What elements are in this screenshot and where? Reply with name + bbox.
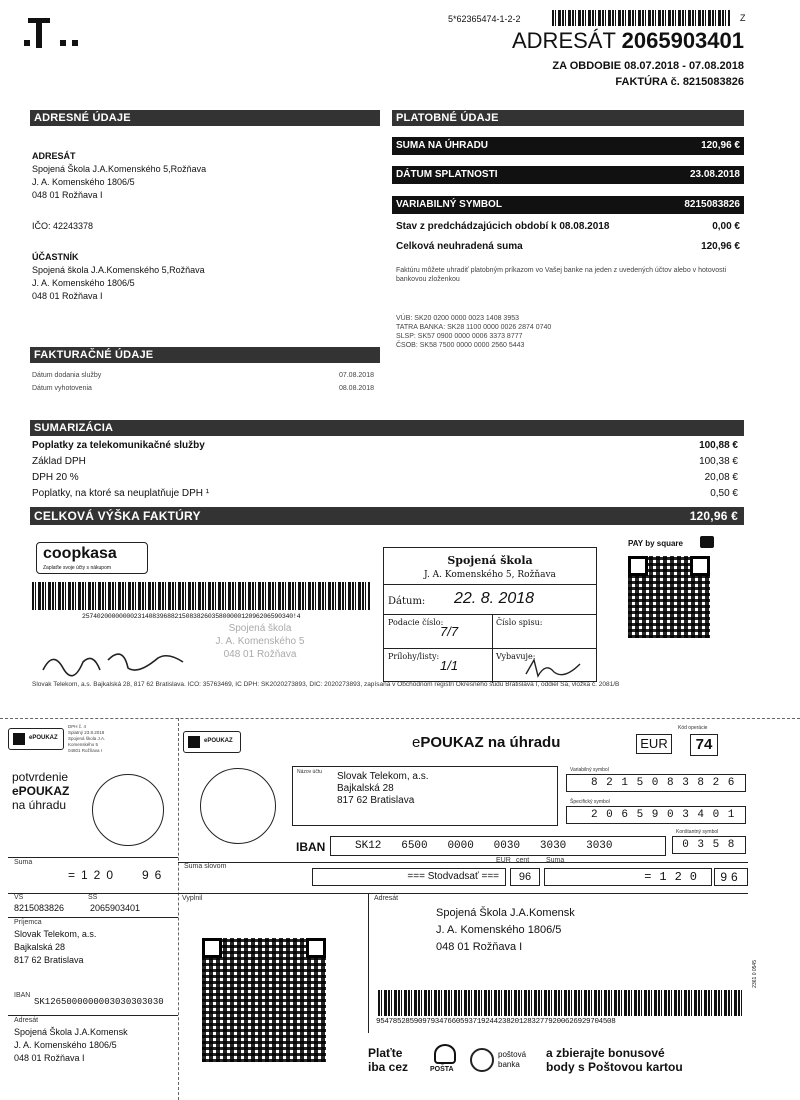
- header-barcode: [552, 10, 730, 26]
- faded-stamp: Spojená škola J. A. Komenského 5 048 01 Rožňava: [215, 623, 305, 660]
- operation-code: 74: [690, 734, 718, 756]
- address-block: ADRESÁT Spojená Škola J.A.Komenského 5,Rožňava J. A. Komenského 1806/5 048 01 Rožňava I IČO: 42243378 ÚČASTNÍK Spojená škola J.A.Komenského 5,Rožňava J. A. Komenského 1806/5 048 01 Rožňava I: [32, 151, 207, 301]
- payment-barcode: [32, 582, 370, 610]
- stub-recipient: Slovak Telekom, a.s. Bajkalská 28 817 62 Bratislava: [14, 929, 97, 965]
- bonus-text: a zbierajte bonusové body s Poštovou kartou: [546, 1046, 683, 1074]
- stub-iban: SK1265000000003030303030: [34, 997, 164, 1007]
- platte-text: Plaťte iba cez: [368, 1046, 409, 1074]
- vs-digits: 8215083826: [566, 774, 746, 792]
- telekom-logo: [28, 18, 100, 50]
- summary-row-vat: DPH 20 % 20,08 €: [32, 472, 738, 483]
- summary-grand-total: CELKOVÁ VÝŠKA FAKTÚRY 120,96 €: [30, 507, 744, 525]
- epoukaz-logo-main: ePOUKAZ: [183, 731, 241, 753]
- registry-stamp: Spojená škola J. A. Komenského 5, Rožňava Dátum: 22. 8. 2018 Podacie číslo: 7/7 Číslo spisu: Prílohy/listy: 1/1 Vybavuje:: [383, 547, 597, 682]
- invoice-number: FAKTÚRA č. 8215083826: [615, 76, 744, 88]
- pay-by-square-qr: [628, 556, 710, 638]
- amount-euro: =120: [544, 868, 712, 886]
- currency-box: EUR: [636, 734, 672, 754]
- amount-cents: 96: [714, 868, 748, 886]
- bank-accounts: VÚB: SK20 0200 0000 0023 1408 3953 TATRA BANKA: SK28 1100 0000 0026 2874 0740 SLSP: SK57 0900 0000 0006 3373 8777 ČSOB: SK58 7500 0000 0000 2560 5443: [396, 315, 552, 349]
- z-mark: Z: [740, 13, 746, 23]
- payment-row-amount: SUMA NA ÚHRADU 120,96 €: [392, 137, 744, 155]
- pay-by-square-label: PAY by square: [628, 539, 683, 548]
- invoice-row-delivery: Dátum dodania služby 07.08.2018: [32, 372, 374, 379]
- iban-field: SK12 6500 0000 0030 3030 3030: [330, 836, 666, 856]
- stub-vs: 8215083826: [14, 903, 65, 913]
- invoice-section-title: FAKTURAČNÉ ÚDAJE: [30, 347, 380, 363]
- posta-logo: POŠTA: [426, 1044, 464, 1078]
- invoice-row-issued: Dátum vyhotovenia 08.08.2018: [32, 385, 374, 392]
- stub-stamp-circle: [92, 774, 164, 846]
- recipient-box: Názov účtu Slovak Telekom, a.s. Bajkalská 28 817 62 Bratislava: [292, 766, 558, 826]
- payment-row-vs: VARIABILNÝ SYMBOL 8215083826: [392, 196, 744, 214]
- ss-digits: 2065903401: [566, 806, 746, 824]
- cut-line: [0, 718, 800, 719]
- period: ZA OBDOBIE 08.07.2018 - 07.08.2018: [552, 60, 744, 72]
- stub-amount: =120 96: [68, 868, 168, 882]
- footer-line: Slovak Telekom, a.s. Bajkalská 28, 817 62 Bratislava. IČO: 35763469, IČ DPH: SK2020273893, DIČ: 2020273893, zapísaná v Obchodnom registri Okresného súdu Bratislava I, oddiel Sa, vložka č. 2081/B: [32, 681, 620, 688]
- epoukaz-barcode-number: 954785285909793476605937192442382012832779200626929704508: [376, 1018, 616, 1026]
- pay-by-square-icon: [700, 536, 714, 548]
- stub-ss: 2065903401: [90, 903, 141, 913]
- signature: [38, 640, 188, 680]
- epoukaz-barcode: [378, 990, 742, 1016]
- epoukaz-qr: [202, 938, 326, 1062]
- summary-section-title: SUMARIZÁCIA: [30, 420, 744, 436]
- prev-balance: Stav z predchádzajúcich období k 08.08.2018 0,00 €: [396, 221, 740, 232]
- summary-row-novat: Poplatky, na ktoré sa neuplatňuje DPH ¹ 0,50 €: [32, 488, 738, 499]
- postova-banka-logo: [470, 1048, 494, 1072]
- postova-banka-text: poštová banka: [498, 1050, 527, 1069]
- address-section-title: ADRESNÉ ÚDAJE: [30, 110, 380, 126]
- iban-label: IBAN: [296, 840, 326, 854]
- payment-barcode-number: 257402000000002314083968821508382603580000012096206590340!4: [82, 613, 301, 620]
- ks-digits: 0358: [672, 836, 746, 854]
- epoukaz-logo-left: ePOUKAZ: [8, 728, 64, 750]
- epoukaz-small-info: DPH č. 4 Splatný 23.8.2018 Spojená škola J.A. Komenského 5 04801 Rožňava I: [68, 724, 106, 753]
- adresat-heading: ADRESÁT 2065903401: [512, 28, 744, 53]
- summary-row-fees: Poplatky za telekomunikačné služby 100,88 €: [32, 440, 738, 451]
- epoukaz-main-title: ePOUKAZ na úhradu: [412, 734, 561, 751]
- main-stamp-circle: [200, 768, 276, 844]
- main-adresat: Spojená Škola J.A.Komensk J. A. Komenského 1806/5 048 01 Rožňava I: [436, 907, 575, 953]
- doc-code: 5*62365474-1-2-2: [448, 14, 521, 24]
- payment-note: Faktúru môžete uhradiť platobným príkazom vo Vašej banke na jeden z uvedených účtov alebo v hotovosti bankovou zloženkou: [396, 267, 727, 283]
- stub-title: potvrdenie ePOUKAZ na úhradu: [12, 770, 70, 812]
- coopkasa-logo: coopkasa Zaplaťte svoje účty s nákupom: [36, 542, 148, 574]
- amount-words-cents: 96: [510, 868, 540, 886]
- stub-adresat: Spojená Škola J.A.Komensk J. A. Komenského 1806/5 048 01 Rožňava I: [14, 1027, 128, 1063]
- amount-words: === Stodvadsať ===: [312, 868, 506, 886]
- payment-row-due: DÁTUM SPLATNOSTI 23.08.2018: [392, 166, 744, 184]
- payment-section-title: PLATOBNÉ ÚDAJE: [392, 110, 744, 126]
- total-unpaid: Celková neuhradená suma 120,96 €: [396, 241, 740, 252]
- summary-row-base: Základ DPH 100,38 €: [32, 456, 738, 467]
- side-code: 2361 0 0545: [752, 960, 758, 988]
